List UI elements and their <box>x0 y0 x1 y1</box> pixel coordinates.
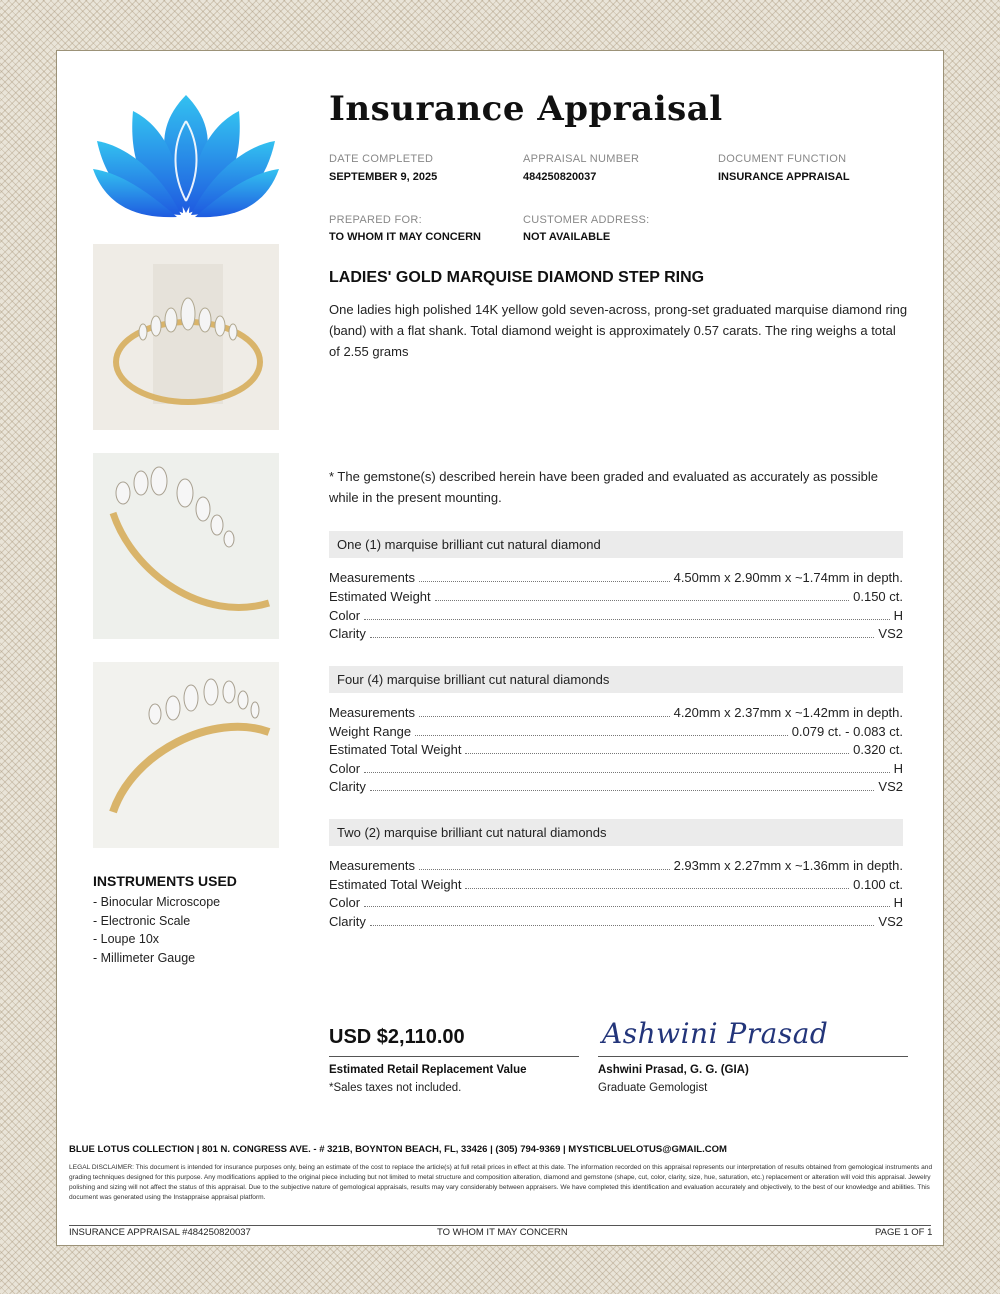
prepared-for-label: PREPARED FOR: <box>329 214 422 226</box>
row-value: 4.50mm x 2.90mm x ~1.74mm in depth. <box>673 570 903 585</box>
row-value: H <box>893 608 903 623</box>
page-number: PAGE 1 OF 1 <box>875 1227 933 1238</box>
certificate-page <box>56 50 944 1246</box>
gem-row <box>329 624 903 643</box>
row-value: 0.320 ct. <box>853 742 903 757</box>
gem-row <box>329 856 903 875</box>
footer-appraisal-id: INSURANCE APPRAISAL #484250820037 <box>69 1227 251 1238</box>
gem-row <box>329 606 903 625</box>
legal-disclaimer: LEGAL DISCLAIMER: This document is intended for insurance purposes only, being an estimate of the cost to replace the article(s) at full retail prices in effect at this date. The information recorded on this appraisal represents our interpretation of results obtained from gemological instruments and grading techniques designed for this purpose. Any modifications applied to the original piece including but not limited to metal structure and composition alteration, diamond and gemstone (shape, cut, color, clarity, size, hue, saturation, etc.) replacement or alteration will void this appraisal. Jewelry polishing and sizing will not affect the status of this appraisal. Due to the subjective nature of gemological appraisals, results may vary considerably between appraisers. We have completed this identification and evaluation accurately and objectively, to the best of our knowledge and abilities. This document was generated using the Instappraise appraisal platform. <box>69 1164 933 1201</box>
row-key: Estimated Total Weight <box>329 877 462 892</box>
price-rule <box>329 1056 579 1057</box>
item-title: LADIES' GOLD MARQUISE DIAMOND STEP RING <box>329 269 705 286</box>
ring-photo-front <box>93 244 279 430</box>
row-value: 0.100 ct. <box>853 877 903 892</box>
row-value: VS2 <box>878 779 903 794</box>
row-key: Clarity <box>329 914 366 929</box>
row-key: Measurements <box>329 705 415 720</box>
gem-row <box>329 912 903 931</box>
gem-row <box>329 893 903 912</box>
row-key: Color <box>329 761 361 776</box>
instrument-item: - Binocular Microscope <box>93 895 221 909</box>
ring-photo-angle <box>93 662 279 848</box>
price-label: Estimated Retail Replacement Value <box>329 1064 527 1076</box>
instrument-item: - Millimeter Gauge <box>93 951 196 965</box>
instruments-title: INSTRUMENTS USED <box>93 873 237 889</box>
appraiser-role: Graduate Gemologist <box>598 1082 708 1094</box>
appraiser-signature: Ashwini Prasad <box>602 1017 829 1050</box>
appraisal-number-label: APPRAISAL NUMBER <box>523 153 640 165</box>
page-title: Insurance Appraisal <box>329 89 723 129</box>
price-value: USD $2,110.00 <box>329 1026 465 1048</box>
instrument-item: - Loupe 10x <box>93 932 160 946</box>
appraisal-number-value: 484250820037 <box>523 171 597 183</box>
appraiser-name: Ashwini Prasad, G. G. (GIA) <box>598 1064 749 1076</box>
row-key: Clarity <box>329 779 366 794</box>
prepared-for-value: TO WHOM IT MAY CONCERN <box>329 231 481 243</box>
row-key: Color <box>329 608 361 623</box>
row-key: Weight Range <box>329 724 412 739</box>
tax-note: *Sales taxes not included. <box>329 1082 462 1094</box>
grading-note: * The gemstone(s) described herein have been graded and evaluated as accurately as possible while in the present mounting. <box>329 469 878 505</box>
document-function-value: INSURANCE APPRAISAL <box>718 171 850 183</box>
lotus-logo <box>93 91 279 221</box>
row-value: 4.20mm x 2.37mm x ~1.42mm in depth. <box>673 705 903 720</box>
footer-rule <box>69 1225 931 1226</box>
row-key: Measurements <box>329 858 415 873</box>
row-key: Estimated Weight <box>329 589 431 604</box>
gem-row <box>329 759 903 778</box>
date-completed-label: DATE COMPLETED <box>329 153 434 165</box>
row-key: Measurements <box>329 570 415 585</box>
row-value: H <box>893 761 903 776</box>
row-key: Clarity <box>329 626 366 641</box>
footer-recipient: TO WHOM IT MAY CONCERN <box>437 1227 568 1238</box>
row-value: 0.150 ct. <box>853 589 903 604</box>
document-function-label: DOCUMENT FUNCTION <box>718 153 847 165</box>
row-value: VS2 <box>878 914 903 929</box>
customer-address-value: NOT AVAILABLE <box>523 231 611 243</box>
ring-photo-side <box>93 453 279 639</box>
gem-heading: One (1) marquise brilliant cut natural diamond <box>329 531 903 558</box>
gem-heading: Two (2) marquise brilliant cut natural diamonds <box>329 819 903 846</box>
row-value: 2.93mm x 2.27mm x ~1.36mm in depth. <box>673 858 903 873</box>
customer-address-label: CUSTOMER ADDRESS: <box>523 214 650 226</box>
gem-heading: Four (4) marquise brilliant cut natural diamonds <box>329 666 903 693</box>
instrument-item: - Electronic Scale <box>93 914 191 928</box>
gem-row <box>329 587 903 606</box>
row-value: VS2 <box>878 626 903 641</box>
gem-row <box>329 703 903 722</box>
company-address: BLUE LOTUS COLLECTION | 801 N. CONGRESS AVE. - # 321B, BOYNTON BEACH, FL, 33426 | (305) 794-9369 | MYSTICBLUELOTUS@GMAIL.COM <box>69 1144 727 1155</box>
item-description: One ladies high polished 14K yellow gold seven-across, prong-set graduated marquise diamond ring (band) with a flat shank. Total diamond weight is approximately 0.57 carats. The ring weighs a total of 2.55 grams <box>329 302 908 359</box>
row-key: Color <box>329 895 361 910</box>
row-key: Estimated Total Weight <box>329 742 462 757</box>
row-value: H <box>893 895 903 910</box>
gem-row <box>329 740 903 759</box>
gem-row <box>329 568 903 587</box>
row-value: 0.079 ct. - 0.083 ct. <box>791 724 903 739</box>
signature-rule <box>598 1056 908 1057</box>
date-completed-value: SEPTEMBER 9, 2025 <box>329 171 438 183</box>
gem-row <box>329 875 903 894</box>
gem-row <box>329 777 903 796</box>
gem-row <box>329 722 903 741</box>
